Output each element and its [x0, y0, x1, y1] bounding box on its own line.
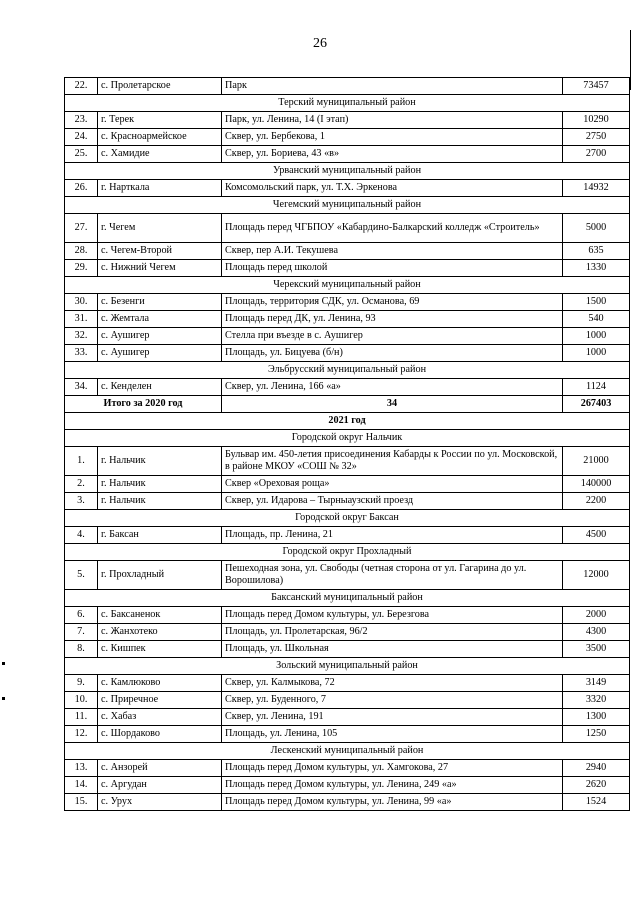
- row-number-cell: 3.: [65, 493, 98, 510]
- table-row: [65, 214, 630, 243]
- area-cell: 2200: [563, 493, 630, 510]
- object-cell: Стелла при въезде в с. Аушигер: [222, 328, 563, 345]
- area-cell: 5000: [563, 214, 630, 243]
- row-number-cell: 1.: [65, 447, 98, 476]
- area-cell: 1500: [563, 294, 630, 311]
- area-cell: 4500: [563, 527, 630, 544]
- section-header-row: [65, 277, 630, 294]
- object-cell: Сквер, пер А.И. Текушева: [222, 243, 563, 260]
- section-header-cell: Городской округ Баксан: [65, 510, 630, 527]
- object-cell: Площадь перед Домом культуры, ул. Хамгокова, 27: [222, 760, 563, 777]
- locality-cell: г. Баксан: [98, 527, 222, 544]
- area-cell: 1000: [563, 345, 630, 362]
- section-header-cell: Терский муниципальный район: [65, 95, 630, 112]
- section-header-row: [65, 590, 630, 607]
- section-header-row: [65, 362, 630, 379]
- table-row: [65, 527, 630, 544]
- area-cell: 2000: [563, 607, 630, 624]
- area-cell: 1250: [563, 726, 630, 743]
- section-header-row: [65, 95, 630, 112]
- table-row: [65, 447, 630, 476]
- section-header-cell: Баксанский муниципальный район: [65, 590, 630, 607]
- year-header-row: [65, 413, 630, 430]
- area-cell: 12000: [563, 561, 630, 590]
- object-cell: Площадь перед Домом культуры, ул. Березгова: [222, 607, 563, 624]
- section-header-cell: Лескенский муниципальный район: [65, 743, 630, 760]
- area-cell: 635: [563, 243, 630, 260]
- locality-cell: с. Кишпек: [98, 641, 222, 658]
- area-cell: 1300: [563, 709, 630, 726]
- objects-table-body: [65, 78, 630, 811]
- locality-cell: с. Баксаненок: [98, 607, 222, 624]
- object-cell: Сквер, ул. Бербекова, 1: [222, 129, 563, 146]
- page-number: 26: [313, 36, 327, 51]
- table-row: [65, 328, 630, 345]
- section-header-cell: Городской округ Нальчик: [65, 430, 630, 447]
- object-cell: Площадь перед Домом культуры, ул. Ленина, 99 «а»: [222, 794, 563, 811]
- row-number-cell: 33.: [65, 345, 98, 362]
- object-cell: Комсомольский парк, ул. Т.Х. Эркенова: [222, 180, 563, 197]
- object-cell: Парк, ул. Ленина, 14 (I этап): [222, 112, 563, 129]
- table-row: [65, 777, 630, 794]
- row-number-cell: 29.: [65, 260, 98, 277]
- scan-margin-mark: [2, 662, 5, 665]
- locality-cell: г. Нальчик: [98, 476, 222, 493]
- section-header-row: [65, 658, 630, 675]
- total-row: [65, 396, 630, 413]
- object-cell: Сквер, ул. Идарова – Тырныаузский проезд: [222, 493, 563, 510]
- object-cell: Площадь, ул. Школьная: [222, 641, 563, 658]
- locality-cell: с. Жемтала: [98, 311, 222, 328]
- area-cell: 3149: [563, 675, 630, 692]
- table-row: [65, 607, 630, 624]
- locality-cell: с. Хабаз: [98, 709, 222, 726]
- locality-cell: с. Анзорей: [98, 760, 222, 777]
- object-cell: Бульвар им. 450-летия присоединения Кабарды к России по ул. Московской, в районе МКОУ «СОШ № 32»: [222, 447, 563, 476]
- row-number-cell: 31.: [65, 311, 98, 328]
- row-number-cell: 8.: [65, 641, 98, 658]
- locality-cell: с. Пролетарское: [98, 78, 222, 95]
- locality-cell: с. Аушигер: [98, 328, 222, 345]
- table-row: [65, 624, 630, 641]
- section-header-cell: Чегемский муниципальный район: [65, 197, 630, 214]
- object-cell: Площадь перед ДК, ул. Ленина, 93: [222, 311, 563, 328]
- object-cell: Площадь, пр. Ленина, 21: [222, 527, 563, 544]
- object-cell: Пешеходная зона, ул. Свободы (четная сторона от ул. Гагарина до ул. Ворошилова): [222, 561, 563, 590]
- table-row: [65, 379, 630, 396]
- row-number-cell: 26.: [65, 180, 98, 197]
- row-number-cell: 11.: [65, 709, 98, 726]
- object-cell: Площадь, ул. Ленина, 105: [222, 726, 563, 743]
- locality-cell: с. Нижний Чегем: [98, 260, 222, 277]
- table-row: [65, 709, 630, 726]
- area-cell: 2700: [563, 146, 630, 163]
- table-row: [65, 129, 630, 146]
- table-row: [65, 726, 630, 743]
- table-row: [65, 692, 630, 709]
- area-cell: 2940: [563, 760, 630, 777]
- table-row: [65, 78, 630, 95]
- row-number-cell: 32.: [65, 328, 98, 345]
- object-cell: Сквер «Ореховая роща»: [222, 476, 563, 493]
- section-header-row: [65, 430, 630, 447]
- object-cell: Площадь, территория СДК, ул. Османова, 69: [222, 294, 563, 311]
- object-cell: Площадь, ул. Бицуева (б/н): [222, 345, 563, 362]
- locality-cell: г. Нальчик: [98, 447, 222, 476]
- section-header-row: [65, 163, 630, 180]
- table-row: [65, 641, 630, 658]
- object-cell: Сквер, ул. Бориева, 43 «в»: [222, 146, 563, 163]
- table-row: [65, 345, 630, 362]
- table-row: [65, 243, 630, 260]
- year-header-cell: 2021 год: [65, 413, 630, 430]
- section-header-row: [65, 544, 630, 561]
- table-row: [65, 561, 630, 590]
- locality-cell: с. Шордаково: [98, 726, 222, 743]
- total-count-cell: 34: [222, 396, 563, 413]
- area-cell: 1524: [563, 794, 630, 811]
- row-number-cell: 7.: [65, 624, 98, 641]
- area-cell: 14932: [563, 180, 630, 197]
- locality-cell: с. Урух: [98, 794, 222, 811]
- row-number-cell: 22.: [65, 78, 98, 95]
- row-number-cell: 12.: [65, 726, 98, 743]
- area-cell: 540: [563, 311, 630, 328]
- locality-cell: г. Чегем: [98, 214, 222, 243]
- row-number-cell: 9.: [65, 675, 98, 692]
- object-cell: Парк: [222, 78, 563, 95]
- row-number-cell: 15.: [65, 794, 98, 811]
- row-number-cell: 10.: [65, 692, 98, 709]
- table-row: [65, 476, 630, 493]
- section-header-cell: Городской округ Прохладный: [65, 544, 630, 561]
- area-cell: 2620: [563, 777, 630, 794]
- row-number-cell: 2.: [65, 476, 98, 493]
- table-row: [65, 146, 630, 163]
- locality-cell: с. Хамидие: [98, 146, 222, 163]
- table-row: [65, 180, 630, 197]
- locality-cell: с. Красноармейское: [98, 129, 222, 146]
- object-cell: Сквер, ул. Калмыкова, 72: [222, 675, 563, 692]
- table-row: [65, 260, 630, 277]
- scan-margin-mark: [2, 697, 5, 700]
- object-cell: Площадь перед школой: [222, 260, 563, 277]
- locality-cell: с. Жанхотеко: [98, 624, 222, 641]
- area-cell: 1000: [563, 328, 630, 345]
- area-cell: 10290: [563, 112, 630, 129]
- total-label-cell: Итого за 2020 год: [65, 396, 222, 413]
- object-cell: Площадь перед Домом культуры, ул. Ленина, 249 «а»: [222, 777, 563, 794]
- row-number-cell: 14.: [65, 777, 98, 794]
- row-number-cell: 27.: [65, 214, 98, 243]
- locality-cell: г. Нальчик: [98, 493, 222, 510]
- area-cell: 73457: [563, 78, 630, 95]
- row-number-cell: 30.: [65, 294, 98, 311]
- table-row: [65, 311, 630, 328]
- locality-cell: г. Терек: [98, 112, 222, 129]
- locality-cell: с. Чегем-Второй: [98, 243, 222, 260]
- section-header-row: [65, 197, 630, 214]
- table-row: [65, 794, 630, 811]
- area-cell: 140000: [563, 476, 630, 493]
- locality-cell: с. Безенги: [98, 294, 222, 311]
- row-number-cell: 5.: [65, 561, 98, 590]
- section-header-cell: Урванский муниципальный район: [65, 163, 630, 180]
- scan-edge-line: [630, 30, 631, 90]
- row-number-cell: 4.: [65, 527, 98, 544]
- row-number-cell: 28.: [65, 243, 98, 260]
- table-row: [65, 675, 630, 692]
- section-header-row: [65, 743, 630, 760]
- object-cell: Сквер, ул. Ленина, 191: [222, 709, 563, 726]
- table-row: [65, 760, 630, 777]
- area-cell: 21000: [563, 447, 630, 476]
- table-row: [65, 294, 630, 311]
- locality-cell: г. Нарткала: [98, 180, 222, 197]
- section-header-cell: Черекский муниципальный район: [65, 277, 630, 294]
- locality-cell: г. Прохладный: [98, 561, 222, 590]
- area-cell: 4300: [563, 624, 630, 641]
- area-cell: 1124: [563, 379, 630, 396]
- table-row: [65, 493, 630, 510]
- object-cell: Сквер, ул. Буденного, 7: [222, 692, 563, 709]
- locality-cell: с. Кенделен: [98, 379, 222, 396]
- area-cell: 3320: [563, 692, 630, 709]
- section-header-cell: Зольский муниципальный район: [65, 658, 630, 675]
- area-cell: 3500: [563, 641, 630, 658]
- object-cell: Сквер, ул. Ленина, 166 «а»: [222, 379, 563, 396]
- section-header-cell: Эльбрусский муниципальный район: [65, 362, 630, 379]
- row-number-cell: 23.: [65, 112, 98, 129]
- locality-cell: с. Аргудан: [98, 777, 222, 794]
- section-header-row: [65, 510, 630, 527]
- table-row: [65, 112, 630, 129]
- area-cell: 1330: [563, 260, 630, 277]
- locality-cell: с. Камлюково: [98, 675, 222, 692]
- locality-cell: с. Аушигер: [98, 345, 222, 362]
- objects-table: [64, 77, 630, 811]
- row-number-cell: 13.: [65, 760, 98, 777]
- object-cell: Площадь перед ЧГБПОУ «Кабардино-Балкарский колледж «Строитель»: [222, 214, 563, 243]
- area-cell: 2750: [563, 129, 630, 146]
- row-number-cell: 6.: [65, 607, 98, 624]
- row-number-cell: 24.: [65, 129, 98, 146]
- total-area-cell: 267403: [563, 396, 630, 413]
- row-number-cell: 34.: [65, 379, 98, 396]
- row-number-cell: 25.: [65, 146, 98, 163]
- object-cell: Площадь, ул. Пролетарская, 96/2: [222, 624, 563, 641]
- locality-cell: с. Приречное: [98, 692, 222, 709]
